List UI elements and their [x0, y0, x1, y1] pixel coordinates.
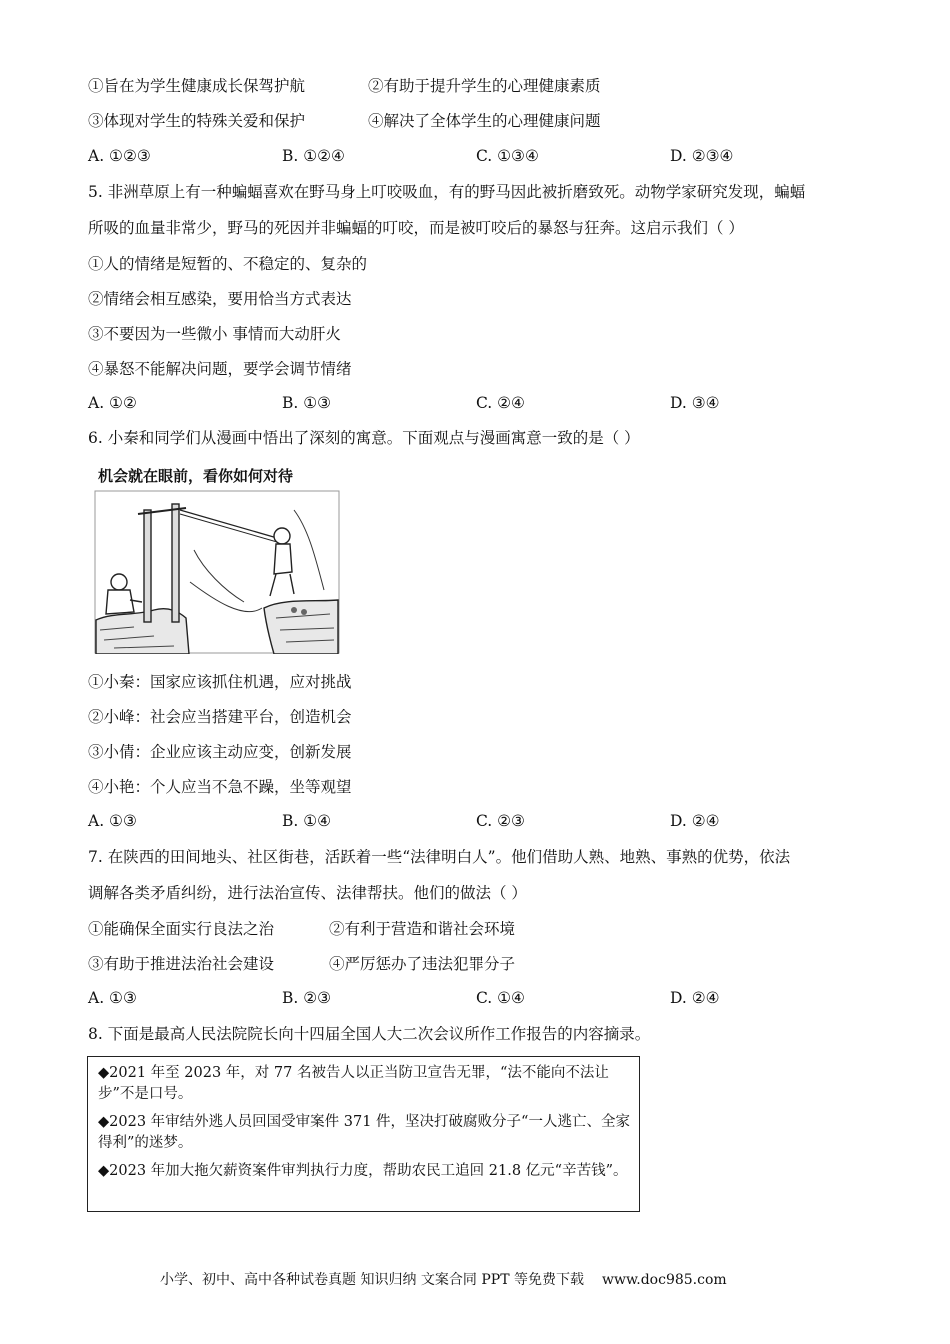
q4-option-b[interactable]: B. ①②④: [282, 147, 345, 165]
report-excerpt-box: [87, 1056, 640, 1212]
q5-option-a[interactable]: A. ①②: [88, 394, 137, 412]
excerpt-item-1: ◆2021 年至 2023 年，对 77 名被告人以正当防卫宣告无罪，“法不能向不法让步”不是口号。: [98, 1065, 609, 1102]
q7-statement-4: ④严厉惩办了违法犯罪分子: [329, 955, 516, 973]
excerpt-item-2: ◆2023 年审结外逃人员回国受审案件 371 件，坚决打破腐败分子“一人逃亡、全家得利”的迷梦。: [98, 1114, 630, 1151]
q5-option-d[interactable]: D. ③④: [670, 394, 720, 412]
q5-option-b[interactable]: B. ①③: [282, 394, 332, 412]
footer-url[interactable]: www.doc985.com: [601, 1272, 727, 1288]
q6-option-c[interactable]: C. ②③: [476, 812, 525, 830]
q7-option-b[interactable]: B. ②③: [282, 989, 332, 1007]
q6-statement-4: ④小艳：个人应当不急不躁，坐等观望: [88, 778, 352, 796]
cartoon-title: 机会就在眼前，看你如何对待: [98, 467, 294, 485]
q5-stem-line-2: 所吸的血量非常少，野马的死因并非蝙蝠的叮咬，而是被叮咬后的暴怒与狂奔。这启示我们（ ）: [88, 219, 744, 237]
q5-options: [88, 393, 788, 413]
q5-statement-4: ④暴怒不能解决问题，要学会调节情绪: [88, 360, 352, 378]
q6-option-d[interactable]: D. ②④: [670, 812, 720, 830]
page-footer: [160, 1271, 727, 1289]
q4-statement-2: ②有助于提升学生的心理健康素质: [368, 77, 601, 95]
q6-stem-line-1: 6. 小秦和同学们从漫画中悟出了深刻的寓意。下面观点与漫画寓意一致的是（ ）: [88, 429, 640, 447]
q4-statement-4: ④解决了全体学生的心理健康问题: [368, 112, 601, 130]
q5-stem-line-1: 5. 非洲草原上有一种蝙蝠喜欢在野马身上叮咬吸血，有的野马因此被折磨致死。动物学家研究发现，蝙蝠: [88, 183, 806, 201]
q7-option-a[interactable]: A. ①③: [88, 989, 137, 1007]
q4-options: [88, 146, 788, 166]
q4-statement-3: ③体现对学生的特殊关爱和保护: [88, 112, 306, 130]
q6-statement-3: ③小倩：企业应该主动应变，创新发展: [88, 743, 352, 761]
excerpt-item-3: ◆2023 年加大拖欠薪资案件审判执行力度，帮助农民工追回 21.8 亿元“辛苦钱”。: [98, 1163, 628, 1179]
q6-option-a[interactable]: A. ①③: [88, 812, 137, 830]
q6-statement-2: ②小峰：社会应当搭建平台，创造机会: [88, 708, 352, 726]
q7-option-d[interactable]: D. ②④: [670, 989, 720, 1007]
q7-stem-line-2: 调解各类矛盾纠纷，进行法治宣传、法律帮扶。他们的做法（ ）: [88, 884, 527, 902]
q7-statement-1: ①能确保全面实行良法之治: [88, 920, 275, 938]
q6-statement-1: ①小秦：国家应该抓住机遇，应对挑战: [88, 673, 352, 691]
q4-option-a[interactable]: A. ①②③: [88, 147, 151, 165]
q7-statement-2: ②有利于营造和谐社会环境: [329, 920, 516, 938]
q5-option-c[interactable]: C. ②④: [476, 394, 525, 412]
footer-text: 小学、初中、高中各种试卷真题 知识归纳 文案合同 PPT 等免费下载: [160, 1272, 584, 1288]
q4-option-d[interactable]: D. ②③④: [670, 147, 734, 165]
q6-option-b[interactable]: B. ①④: [282, 812, 332, 830]
q4-option-c[interactable]: C. ①③④: [476, 147, 539, 165]
q7-options: [88, 988, 788, 1008]
q4-statement-1: ①旨在为学生健康成长保驾护航: [88, 77, 306, 95]
q7-option-c[interactable]: C. ①④: [476, 989, 525, 1007]
q7-stem-line-1: 7. 在陕西的田间地头、社区街巷，活跃着一些“法律明白人”。他们借助人熟、地熟、事熟的优势，依法: [88, 848, 791, 866]
q6-options: [88, 811, 788, 831]
q7-statement-3: ③有助于推进法治社会建设: [88, 955, 275, 973]
q5-statement-1: ①人的情绪是短暂的、不稳定的、复杂的: [88, 255, 368, 273]
q5-statement-2: ②情绪会相互感染，要用恰当方式表达: [88, 290, 352, 308]
q5-statement-3: ③不要因为一些微小 事情而大动肝火: [88, 325, 341, 343]
q8-stem-line-1: 8. 下面是最高人民法院院长向十四届全国人大二次会议所作工作报告的内容摘录。: [88, 1025, 651, 1043]
cartoon-illustration: [94, 490, 340, 654]
